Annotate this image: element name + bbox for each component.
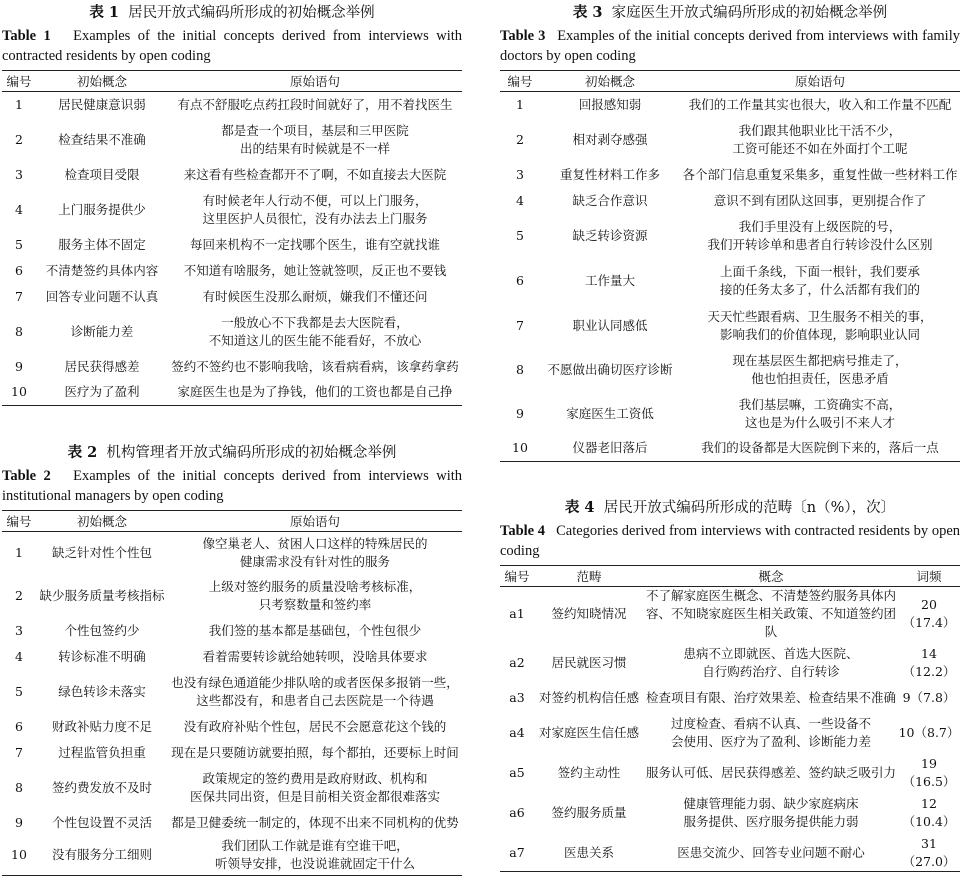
- cell-concept: 签约费发放不及时: [51, 779, 152, 795]
- cell-quote: 像空巢老人、贫困人口这样的特殊居民的 健康需求没有针对性的服务: [202, 535, 428, 569]
- cell-id: a1: [509, 606, 525, 621]
- cell-id: a6: [509, 805, 525, 820]
- table-3-title-en: Examples of the initial concepts derived from interviews with family doctors by open coding: [500, 28, 960, 64]
- cell-concept: 转诊标准不明确: [58, 648, 146, 664]
- cell-quote: 有点不舒服吃点药扛段时间就好了，用不着找医生: [177, 96, 453, 112]
- table-1-caption-en: [2, 26, 462, 66]
- cell-quote: 意识不到有团队这回事，更别提合作了: [713, 192, 927, 208]
- header-quote: 原始语句: [289, 74, 340, 89]
- table-row: [2, 92, 462, 118]
- cell-quote: 我们团队工作就是谁有空谁干吧， 听领导安排，也没说谁就固定干什么: [214, 838, 415, 872]
- table-4-title-cn: 居民开放式编码所形成的范畴〔n（%），次〕: [603, 500, 896, 516]
- table-row: [2, 162, 462, 188]
- table-row: [500, 304, 960, 348]
- cell-id: 7: [15, 288, 23, 304]
- cell-concept: 检查项目受限: [64, 166, 140, 182]
- table-3-number-en: Table 3: [500, 28, 546, 44]
- table-row: [2, 310, 462, 354]
- cell-id: 1: [15, 544, 23, 560]
- table-row: [2, 574, 462, 618]
- table-3-title-cn: 家庭医生开放式编码所形成的初始概念举例: [611, 5, 888, 21]
- cell-concept: 检查结果不准确: [58, 131, 146, 147]
- cell-id: 8: [516, 361, 524, 377]
- table-3-number-cn: 表 3: [572, 4, 603, 21]
- cell-concept: 健康管理能力弱、缺少家庭病床 服务提供、医疗服务提供能力弱: [683, 796, 859, 829]
- table-row: [2, 740, 462, 766]
- table-row: [2, 232, 462, 258]
- table-row: [500, 392, 960, 436]
- header-concept: 概念: [758, 569, 784, 584]
- cell-id: 5: [15, 236, 23, 252]
- table-row: [2, 810, 462, 836]
- cell-concept: 重复性材料工作多: [559, 166, 660, 182]
- cell-quote: 现在是只要随访就要拍照，每个都拍，还要标上时间: [171, 744, 459, 760]
- header-id: 编号: [6, 74, 32, 89]
- cell-concept: 上门服务提供少: [58, 201, 146, 217]
- cell-id: 6: [15, 262, 23, 278]
- cell-concept: 医疗为了盈利: [64, 384, 140, 400]
- cell-quote: 有时候医生没那么耐烦，嫌我们不懂还问: [202, 288, 428, 304]
- cell-category: 对家庭医生信任感: [538, 725, 639, 740]
- cell-concept: 工作量大: [584, 272, 635, 288]
- cell-id: 5: [15, 683, 23, 699]
- cell-id: 8: [15, 779, 23, 795]
- cell-id: a2: [509, 655, 525, 670]
- cell-quote: 天天忙些跟看病、卫生服务不相关的事， 影响我们的价值体现，影响职业认同: [707, 308, 933, 342]
- table-3-block: [500, 3, 960, 462]
- cell-id: 3: [15, 622, 23, 638]
- cell-id: 5: [516, 227, 524, 243]
- cell-concept: 患病不立即就医、首选大医院、 自行购药治疗、自行转诊: [683, 646, 859, 679]
- cell-quote: 各个部门信息重复采集多，重复性做一些材料工作: [682, 166, 958, 182]
- cell-quote: 现在基层医生都把病号推走了， 他也怕担责任，医患矛盾: [732, 352, 908, 386]
- cell-quote: 没有政府补贴个性包，居民不会愿意花这个钱的: [183, 718, 447, 734]
- cell-concept: 职业认同感低: [572, 317, 648, 333]
- cell-quote: 来这看有些检查都开不了啊，不如直接去大医院: [183, 166, 447, 182]
- cell-id: 3: [516, 166, 524, 182]
- table-2-caption-cn: [2, 443, 462, 463]
- table-2-caption-en: [2, 466, 462, 506]
- cell-concept: 相对剥夺感强: [572, 131, 648, 147]
- header-quote: 原始语句: [289, 514, 340, 529]
- cell-id: 10: [512, 440, 528, 456]
- table-row: [500, 214, 960, 258]
- cell-concept: 过程监管负担重: [58, 744, 146, 760]
- table-row: [500, 711, 960, 755]
- cell-id: a4: [509, 725, 525, 740]
- table-row: [2, 766, 462, 810]
- table-row: [500, 436, 960, 462]
- cell-concept: 个性包设置不灵活: [51, 814, 152, 830]
- table-row: [2, 284, 462, 310]
- cell-concept: 居民健康意识弱: [58, 96, 146, 112]
- header-concept: 初始概念: [584, 74, 635, 89]
- cell-id: 4: [516, 192, 524, 208]
- cell-id: 4: [15, 648, 23, 664]
- cell-concept: 医患交流少、回答专业问题不耐心: [677, 845, 865, 860]
- table-row: [2, 644, 462, 670]
- cell-concept: 缺乏转诊资源: [572, 227, 648, 243]
- cell-concept: 不了解家庭医生概念、不清楚签约服务具体内 容、不知晓家庭医生相关政策、不知道签约团队: [645, 588, 896, 639]
- cell-concept: 不清楚签约具体内容: [45, 262, 159, 278]
- cell-concept: 回报感知弱: [578, 96, 642, 112]
- cell-concept: 财政补贴力度不足: [51, 718, 152, 734]
- cell-quote: 签约不签约也不影响我啥，该看病看病，该拿药拿药: [171, 358, 459, 374]
- table-row: [500, 162, 960, 188]
- cell-id: 9: [15, 358, 23, 374]
- table-row: [500, 258, 960, 304]
- table-row: [500, 685, 960, 711]
- cell-id: 6: [15, 718, 23, 734]
- cell-id: 1: [516, 96, 524, 112]
- cell-quote: 我们签的基本都是基础包，个性包很少: [208, 622, 422, 638]
- cell-category: 居民就医习惯: [551, 655, 627, 670]
- header-id: 编号: [507, 74, 533, 89]
- cell-id: 2: [15, 131, 23, 147]
- cell-concept: 检查项目有限、治疗效果差、检查结果不准确: [645, 690, 896, 705]
- cell-quote: 不知道有啥服务，她让签就签呗，反正也不要钱: [183, 262, 447, 278]
- table-2-title-cn: 机构管理者开放式编码所形成的初始概念举例: [106, 445, 397, 461]
- cell-quote: 我们基层嘛，工资确实不高， 这也是为什么吸引不来人才: [738, 396, 902, 430]
- table-row: [2, 618, 462, 644]
- table-row: [500, 755, 960, 791]
- cell-id: 7: [15, 744, 23, 760]
- table-row: [2, 714, 462, 740]
- table-1-number-cn: 表 1: [89, 4, 119, 21]
- table-row: [500, 348, 960, 392]
- cell-concept: 绿色转诊未落实: [58, 683, 146, 699]
- header-id: 编号: [504, 569, 530, 584]
- cell-concept: 缺少服务质量考核指标: [39, 587, 165, 603]
- cell-quote: 我们的工作量其实也很大，收入和工作量不匹配: [688, 96, 952, 112]
- table-2: [2, 510, 462, 876]
- cell-id: 2: [516, 131, 524, 147]
- cell-quote: 政策规定的签约费用是政府财政、机构和 医保共同出资，但是目前相关资金都很难落实: [189, 770, 440, 804]
- table-4-caption-cn: [500, 498, 960, 518]
- table-header-row: [500, 566, 960, 587]
- table-1-block: [2, 3, 462, 406]
- table-row: [2, 380, 462, 406]
- header-frequency: 词频: [916, 569, 942, 584]
- cell-concept: 服务主体不固定: [58, 236, 146, 252]
- cell-quote: 每回来机构不一定找哪个医生，谁有空就找谁: [189, 236, 440, 252]
- cell-concept: 没有服务分工细则: [51, 847, 152, 863]
- table-row: [2, 354, 462, 380]
- table-4-number-en: Table 4: [500, 523, 546, 539]
- table-2-block: [2, 443, 462, 876]
- cell-frequency: 10（8.7）: [898, 725, 960, 740]
- cell-concept: 回答专业问题不认真: [45, 288, 159, 304]
- cell-id: a7: [509, 845, 525, 860]
- header-concept: 初始概念: [76, 74, 127, 89]
- cell-category: 签约服务质量: [551, 805, 627, 820]
- table-4: [500, 565, 960, 872]
- table-1-title-cn: 居民开放式编码所形成的初始概念举例: [128, 5, 375, 21]
- table-row: [2, 118, 462, 162]
- cell-quote: 家庭医生也是为了挣钱，他们的工资也都是自己挣: [177, 384, 453, 400]
- table-header-row: [500, 71, 960, 92]
- table-4-block: [500, 498, 960, 872]
- cell-quote: 一般放心不下我都是去大医院看， 不知道这儿的医生能不能看好，不放心: [208, 314, 422, 348]
- header-category: 范畴: [576, 569, 602, 584]
- cell-category: 对签约机构信任感: [538, 690, 639, 705]
- table-3: [500, 70, 960, 462]
- cell-concept: 个性包签约少: [64, 622, 140, 638]
- cell-id: 1: [15, 96, 23, 112]
- table-4-title-en: Categories derived from interviews with contracted residents by open coding: [500, 523, 961, 559]
- cell-frequency: 20（17.4）: [902, 597, 956, 630]
- cell-concept: 家庭医生工资低: [566, 405, 654, 421]
- cell-concept: 缺乏合作意识: [572, 192, 648, 208]
- cell-id: 2: [15, 587, 23, 603]
- cell-quote: 我们的设备都是大医院倒下来的，落后一点: [701, 440, 939, 456]
- cell-id: 10: [11, 384, 27, 400]
- cell-id: 9: [516, 405, 524, 421]
- table-row: [500, 92, 960, 118]
- cell-quote: 都是查一个项目，基层和三甲医院 出的结果有时候就是不一样: [221, 122, 409, 156]
- table-2-title-en: Examples of the initial concepts derived from interviews with institutional managers by open coding: [2, 468, 462, 504]
- cell-quote: 我们手里没有上级医院的号， 我们开转诊单和患者自行转诊没什么区别: [707, 218, 933, 252]
- table-header-row: [2, 511, 462, 532]
- cell-id: 10: [11, 847, 27, 863]
- table-row: [500, 791, 960, 835]
- table-row: [2, 532, 462, 574]
- table-4-number-cn: 表 4: [564, 499, 595, 516]
- table-4-caption-en: [500, 521, 960, 561]
- table-row: [500, 641, 960, 685]
- table-1-number-en: Table 1: [2, 28, 51, 44]
- cell-id: 7: [516, 317, 524, 333]
- cell-frequency: 12（10.4）: [902, 796, 956, 829]
- table-row: [500, 188, 960, 214]
- cell-frequency: 31（27.0）: [902, 836, 956, 869]
- cell-id: a3: [509, 690, 525, 705]
- table-header-row: [2, 71, 462, 92]
- cell-id: 8: [15, 323, 23, 339]
- table-3-caption-en: [500, 26, 960, 66]
- cell-concept: 仪器老旧落后: [572, 440, 648, 456]
- table-row: [500, 835, 960, 872]
- cell-id: 9: [15, 814, 23, 830]
- table-2-number-cn: 表 2: [67, 444, 98, 461]
- cell-concept: 缺乏针对性个性包: [51, 544, 152, 560]
- cell-quote: 我们跟其他职业比干活不少， 工资可能还不如在外面打个工呢: [732, 122, 908, 156]
- cell-category: 签约知晓情况: [551, 606, 627, 621]
- table-2-number-en: Table 2: [2, 468, 51, 484]
- cell-category: 医患关系: [563, 845, 614, 860]
- cell-concept: 服务认可低、居民获得感差、签约缺乏吸引力: [645, 765, 896, 780]
- cell-quote: 有时候老年人行动不便，可以上门服务， 这里医护人员很忙，没有办法去上门服务: [202, 192, 428, 226]
- header-id: 编号: [6, 514, 32, 529]
- table-row: [2, 258, 462, 284]
- table-row: [2, 188, 462, 232]
- cell-concept: 不愿做出确切医疗诊断: [547, 361, 673, 377]
- table-1-title-en: Examples of the initial concepts derived from interviews with contracted residents by open coding: [2, 28, 462, 64]
- cell-frequency: 14（12.2）: [902, 646, 956, 679]
- cell-concept: 居民获得感差: [64, 358, 140, 374]
- table-row: [500, 587, 960, 642]
- cell-id: a5: [509, 765, 525, 780]
- header-quote: 原始语句: [794, 74, 845, 89]
- table-row: [500, 118, 960, 162]
- table-3-caption-cn: [500, 3, 960, 23]
- cell-id: 3: [15, 166, 23, 182]
- cell-id: 6: [516, 272, 524, 288]
- table-row: [2, 670, 462, 714]
- cell-quote: 都是卫健委统一制定的，体现不出来不同机构的优势: [171, 814, 459, 830]
- cell-id: 4: [15, 201, 23, 217]
- cell-category: 签约主动性: [557, 765, 621, 780]
- table-1: [2, 70, 462, 406]
- cell-frequency: 9（7.8）: [902, 690, 956, 705]
- header-concept: 初始概念: [76, 514, 127, 529]
- cell-quote: 看着需要转诊就给她转呗，没啥具体要求: [202, 648, 428, 664]
- cell-concept: 过度检查、看病不认真、一些设备不 会使用、医疗为了盈利、诊断能力差: [670, 716, 871, 749]
- cell-frequency: 19（16.5）: [902, 756, 956, 789]
- cell-quote: 也没有绿色通道能少排队啥的或者医保多报销一些， 这些都没有，和患者自己去医院是一个待遇: [171, 674, 459, 708]
- table-row: [2, 836, 462, 876]
- table-1-caption-cn: [2, 3, 462, 23]
- cell-concept: 诊断能力差: [70, 323, 134, 339]
- cell-quote: 上级对签约服务的质量没啥考核标准， 只考察数量和签约率: [208, 578, 422, 612]
- cell-quote: 上面千条线，下面一根针，我们要承 接的任务太多了，什么活都有我们的: [719, 263, 920, 297]
